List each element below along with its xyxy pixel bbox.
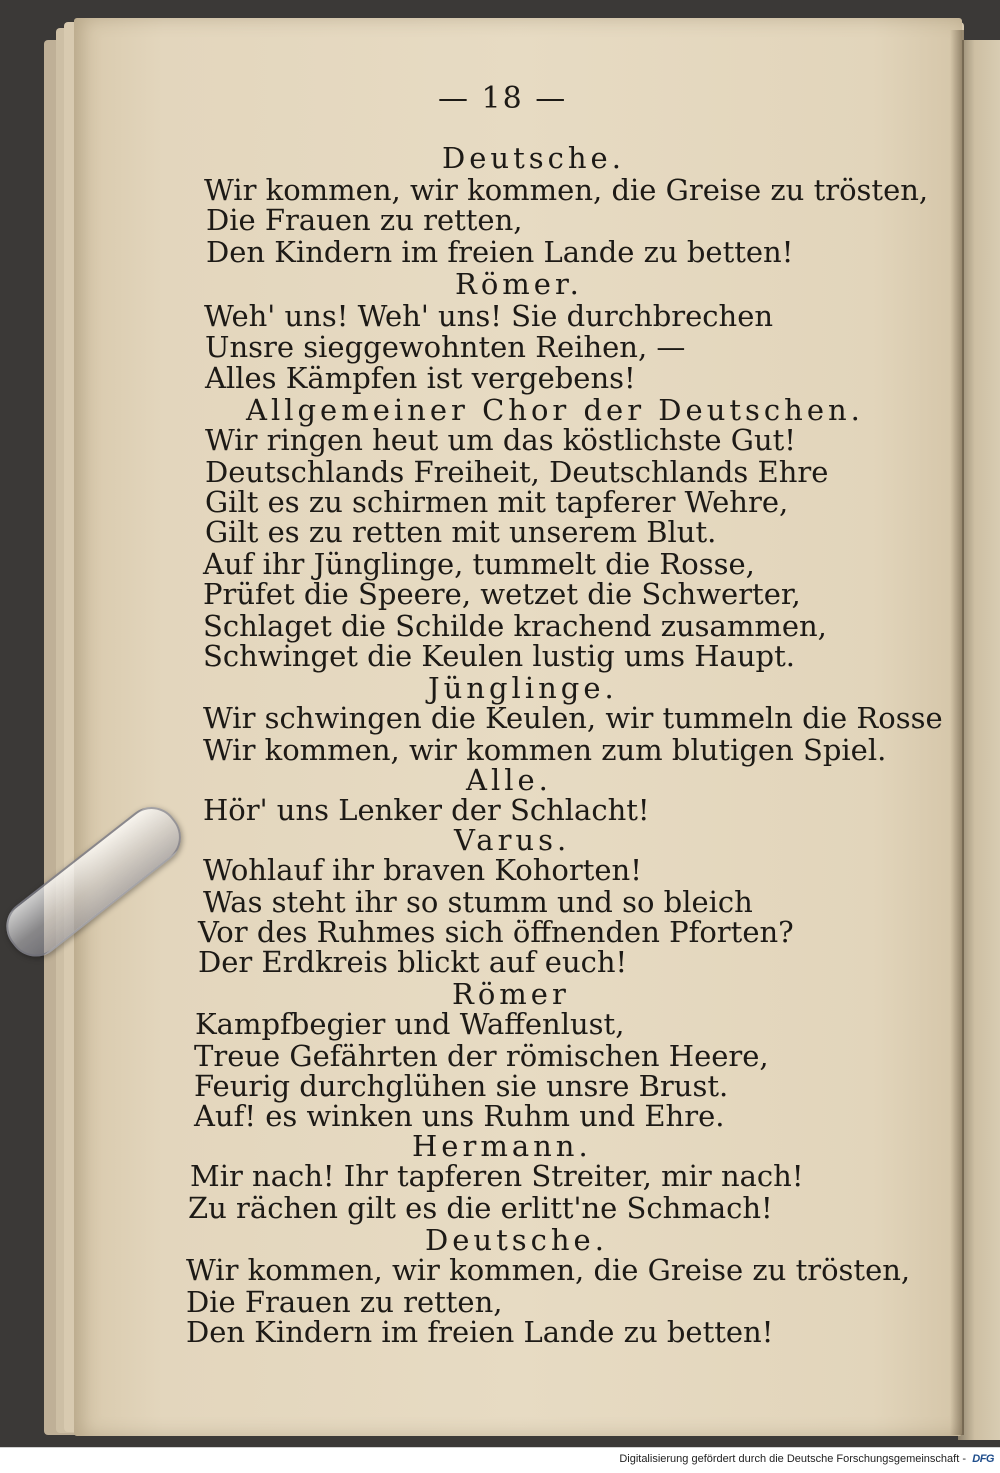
verse-line: Gilt es zu retten mit unserem Blut.: [205, 515, 717, 549]
verse-line: Deutschlands Freiheit, Deutschlands Ehre: [205, 455, 829, 489]
verse-line: Vor des Ruhmes sich öffnenden Pforten?: [198, 915, 794, 949]
verse-line: Treue Gefährten der römischen Heere,: [194, 1039, 769, 1073]
spine-shadow: [950, 30, 964, 1435]
funding-credit: Digitalisierung gefördert durch die Deutsche Forschungsgemeinschaft -: [619, 1453, 966, 1465]
verse-line: Kampfbegier und Waffenlust,: [195, 1007, 625, 1041]
verse-line: Die Frauen zu retten,: [186, 1285, 503, 1319]
verse-line: Auf ihr Jünglinge, tummelt die Rosse,: [203, 547, 755, 581]
verse-line: Unsre sieggewohnten Reihen, —: [205, 330, 686, 364]
speaker-heading: Römer: [452, 977, 570, 1011]
verse-line: Schlaget die Schilde krachend zusammen,: [203, 609, 827, 643]
verse-line: Wir schwingen die Keulen, wir tummeln die Rosse: [203, 701, 943, 735]
facing-page-edge: [958, 40, 1000, 1440]
verse-line: Prüfet die Speere, wetzet die Schwerter,: [203, 577, 801, 611]
dfg-logo: DFG: [972, 1453, 994, 1465]
verse-line: Wir kommen, wir kommen, die Greise zu trösten,: [186, 1253, 911, 1287]
speaker-heading: Allgemeiner Chor der Deutschen.: [246, 393, 864, 427]
verse-line: Gilt es zu schirmen mit tapferer Wehre,: [205, 485, 789, 519]
verse-line: Die Frauen zu retten,: [206, 203, 523, 237]
footer-bar: [0, 1447, 1000, 1473]
verse-line: Wohlauf ihr braven Kohorten!: [203, 853, 642, 887]
speaker-heading: Deutsche.: [425, 1223, 608, 1257]
speaker-heading: Römer.: [455, 267, 583, 301]
verse-line: Mir nach! Ihr tapferen Streiter, mir nach!: [190, 1159, 804, 1193]
verse-line: Feurig durchglühen sie unsre Brust.: [194, 1069, 729, 1103]
speaker-heading: Varus.: [454, 823, 571, 857]
verse-line: Wir ringen heut um das köstlichste Gut!: [205, 423, 796, 457]
verse-line: Weh' uns! Weh' uns! Sie durchbrechen: [204, 299, 774, 333]
speaker-heading: Alle.: [466, 763, 552, 797]
verse-line: Schwinget die Keulen lustig ums Haupt.: [203, 639, 795, 673]
speaker-heading: Deutsche.: [442, 141, 625, 175]
verse-line: Auf! es winken uns Ruhm und Ehre.: [194, 1099, 725, 1133]
speaker-heading: Hermann.: [412, 1129, 592, 1163]
verse-line: Wir kommen, wir kommen zum blutigen Spiel.: [203, 733, 887, 767]
verse-line: Was steht ihr so stumm und so bleich: [203, 885, 753, 919]
speaker-heading: Jünglinge.: [428, 671, 618, 705]
verse-line: Den Kindern im freien Lande zu betten!: [186, 1315, 774, 1349]
verse-line: Wir kommen, wir kommen, die Greise zu trösten,: [204, 173, 929, 207]
verse-line: Der Erdkreis blickt auf euch!: [198, 945, 628, 979]
page-number: — 18 —: [438, 81, 568, 116]
verse-line: Hör' uns Lenker der Schlacht!: [203, 793, 650, 827]
verse-line: Den Kindern im freien Lande zu betten!: [206, 235, 794, 269]
verse-line: Zu rächen gilt es die erlitt'ne Schmach!: [188, 1191, 773, 1225]
verse-line: Alles Kämpfen ist vergebens!: [205, 361, 636, 395]
